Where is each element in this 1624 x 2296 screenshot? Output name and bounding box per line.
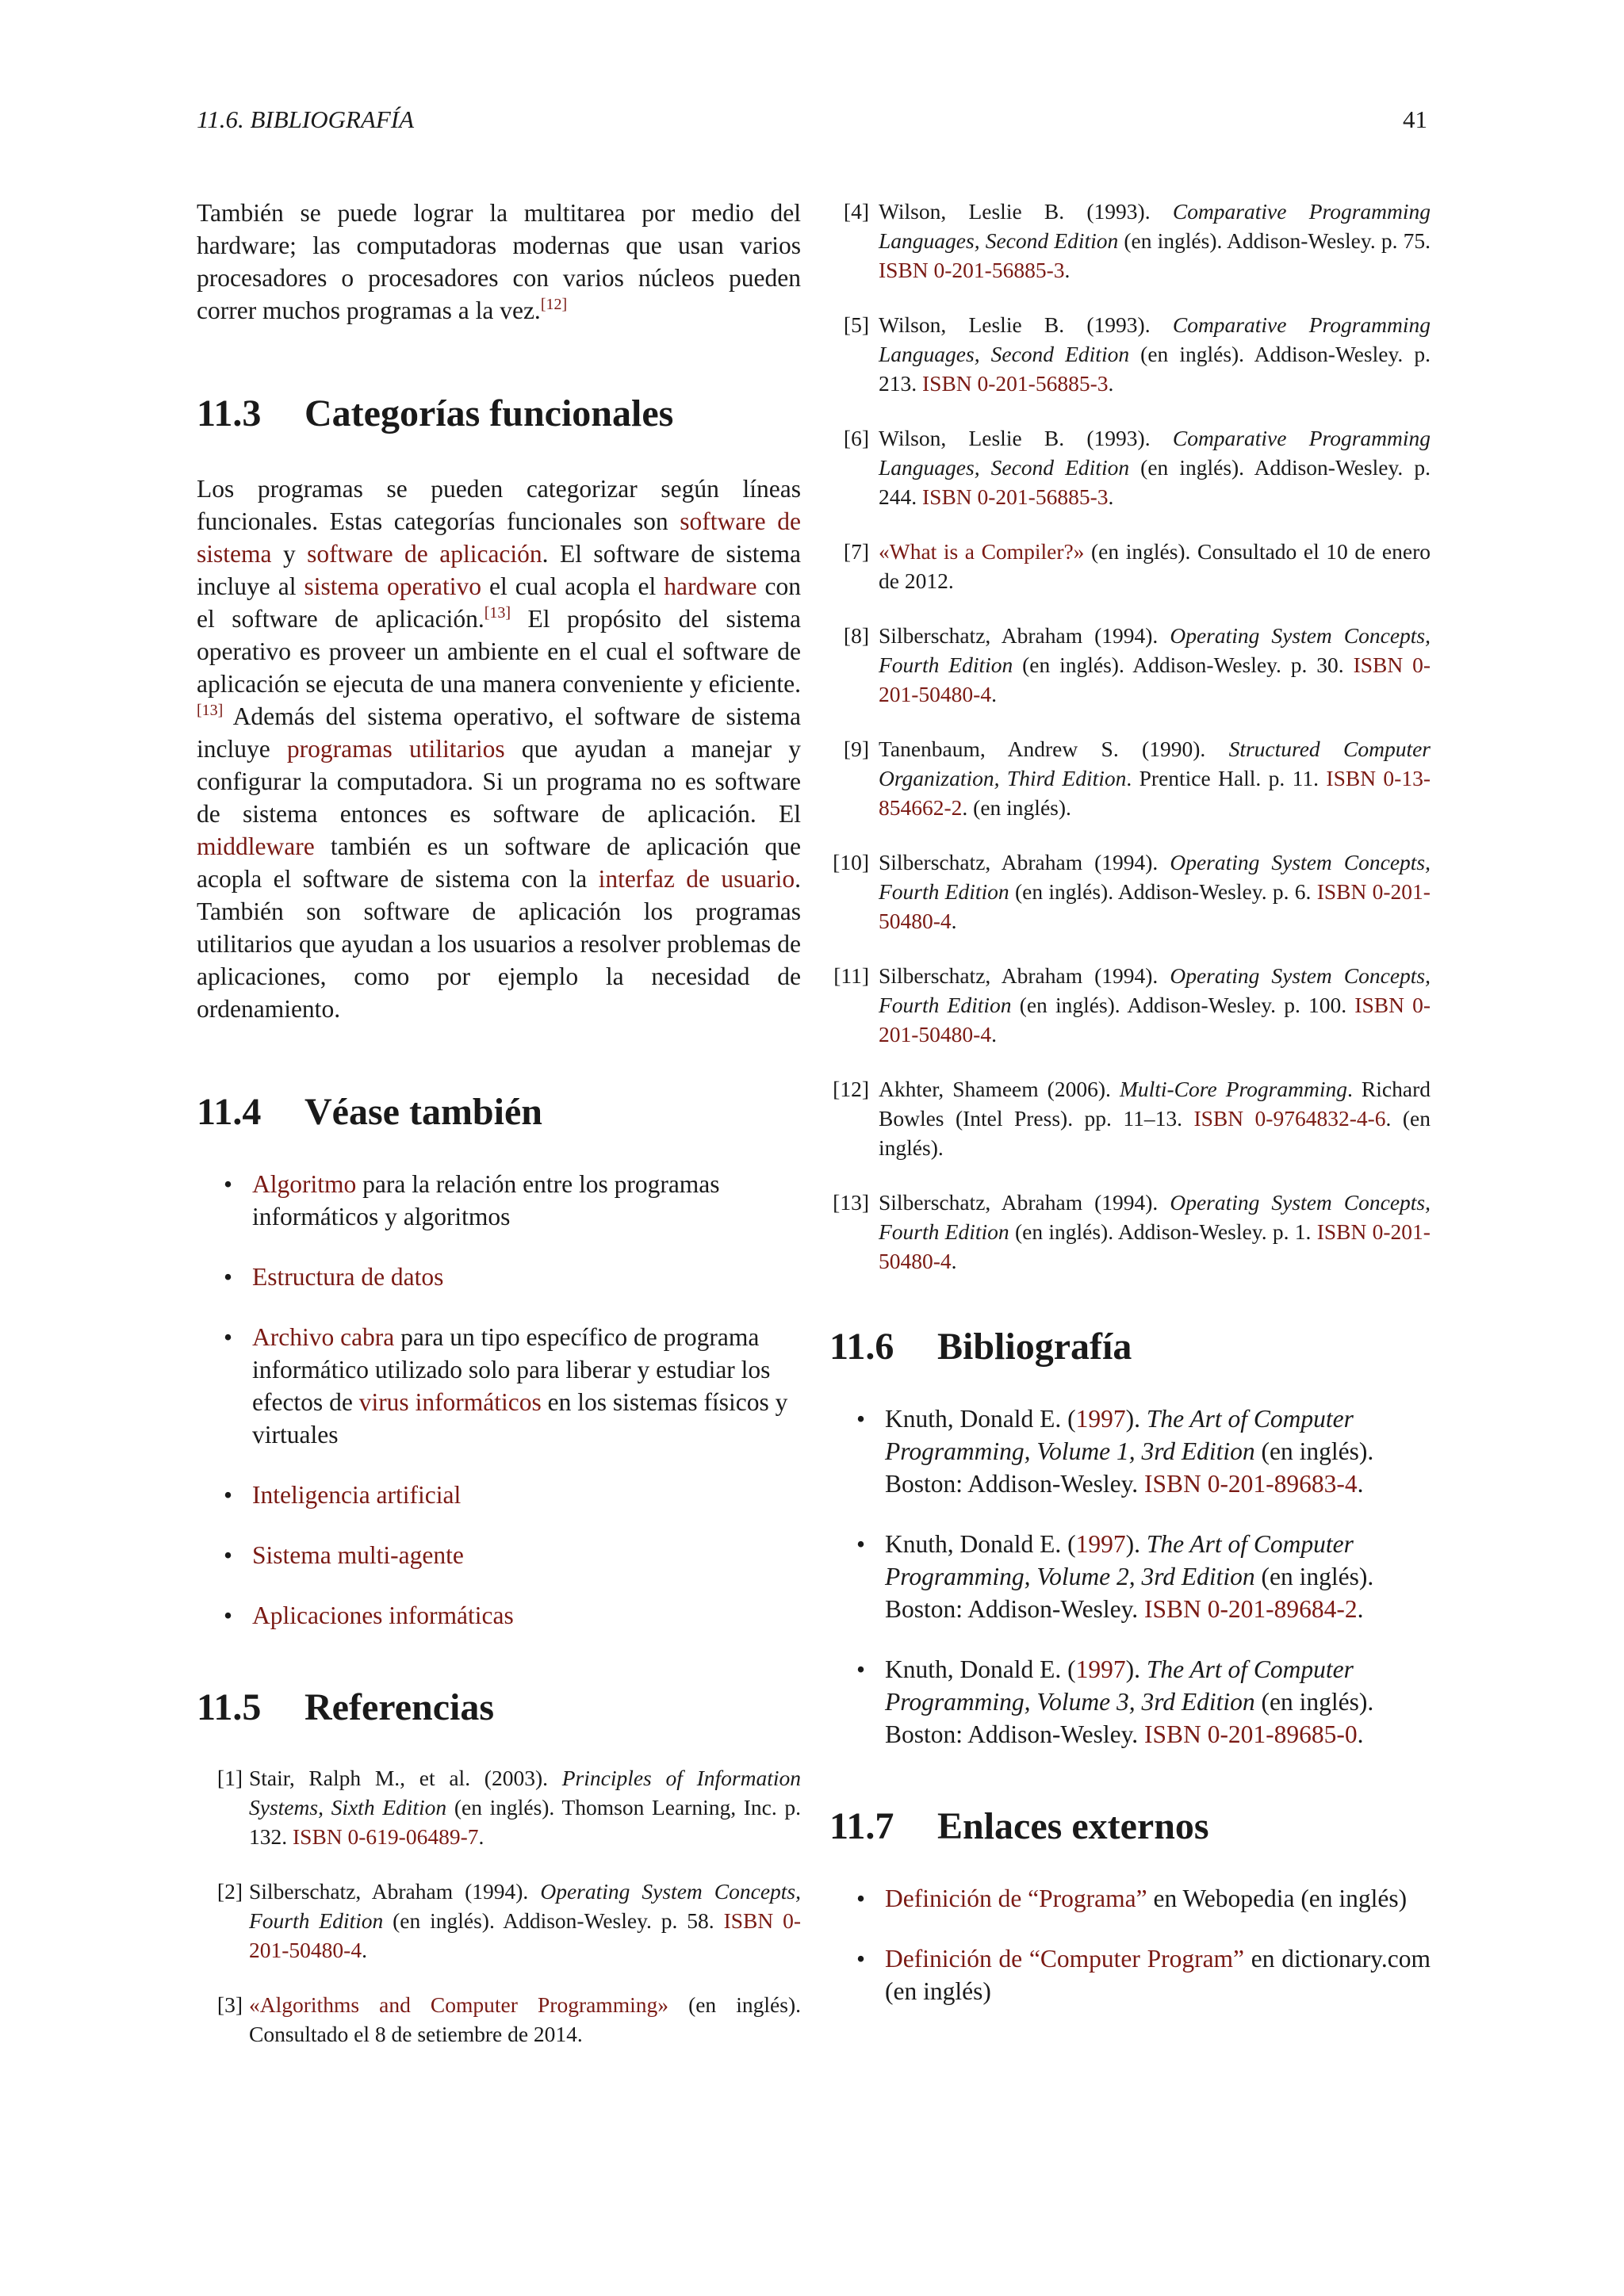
- reference-link[interactable]: «Algorithms and Computer Programming»: [249, 1992, 668, 2017]
- reference-item: [1] Stair, Ralph M., et al. (2003). Principles of Information Systems, Sixth Edition (en inglés). Thomson Learning, Inc. p. 132. ISBN 0-619-06489-7.: [216, 1766, 801, 1849]
- isbn-link[interactable]: ISBN 0-13-854662-2: [879, 766, 1431, 820]
- isbn-link[interactable]: ISBN 0-619-06489-7: [293, 1824, 479, 1849]
- reference-item: [2] Silberschatz, Abraham (1994). Operating System Concepts, Fourth Edition (en inglés). Addison-Wesley. p. 58. ISBN 0-201-50480-4.: [216, 1879, 802, 1962]
- reference-item: [8] Silberschatz, Abraham (1994). Operating System Concepts, Fourth Edition (en inglés). Addison-Wesley. p. 30. ISBN 0-201-50480-4.: [843, 623, 1431, 706]
- citation-link[interactable]: [13]: [484, 604, 511, 622]
- section-heading-bibliografia: 11.6 Bibliografía: [829, 1326, 1132, 1368]
- categorias-paragraph: Los programas se pueden categorizar según líneas funcionales. Estas categorías funcionales son software de sistema y software de aplicación. El software de sistema incluye al sistema operativo el cual acopla el hardware con el software de aplicación.[13] El propósito del sistema operativo es proveer un ambiente en el cual el software de aplicación se ejecuta de una manera conveniente y eficiente.[13] Además del sistema operativo, el software de sistema incluye programas utilitarios que ayudan a manejar y configurar la computadora. Si un programa no es software de sistema entonces es software de aplicación. El middleware también es un software de aplicación que acopla el software de sistema con la interfaz de usuario. También son software de aplicación los programas utilitarios que ayudan a los usuarios a resolver problemas de aplicaciones, como por ejemplo la necesidad de ordenamiento.: [197, 475, 802, 1023]
- isbn-link[interactable]: ISBN 0-201-89683-4: [1144, 1470, 1358, 1498]
- link-estructura-de-datos[interactable]: Estructura de datos: [252, 1263, 444, 1291]
- isbn-link[interactable]: ISBN 0-201-50480-4: [879, 652, 1431, 706]
- section-heading-enlaces: 11.7 Enlaces externos: [829, 1805, 1209, 1847]
- reference-item: [6] Wilson, Leslie B. (1993). Comparative Programming Languages, Second Edition (en inglés). Addison-Wesley. p. 244. ISBN 0-201-56885-3.: [843, 426, 1431, 509]
- citation-link[interactable]: [12]: [540, 296, 568, 313]
- list-item: • Definición de “Programa” en Webopedia (en inglés): [829, 1882, 1431, 1915]
- section-heading-referencias: 11.5 Referencias: [197, 1686, 495, 1728]
- reference-item: [4] Wilson, Leslie B. (1993). Comparative Programming Languages, Second Edition (en inglés). Addison-Wesley. p. 75. ISBN 0-201-56885-3.: [843, 199, 1431, 282]
- section-heading-vease: 11.4 Véase también: [197, 1091, 542, 1133]
- link-aplicaciones-informaticas[interactable]: Aplicaciones informáticas: [252, 1601, 514, 1629]
- list-item: • Knuth, Donald E. (1997). The Art of Computer Programming, Volume 3, 3rd Edition (en inglés). Boston: Addison-Wesley. ISBN 0-201-89685-0.: [829, 1653, 1431, 1751]
- link-virus-informaticos[interactable]: virus informáticos: [358, 1388, 542, 1416]
- list-item: • Definición de “Computer Program” en dictionary.com (en inglés): [829, 1942, 1431, 2007]
- isbn-link[interactable]: ISBN 0-201-89684-2: [1144, 1595, 1358, 1623]
- left-column: [197, 197, 801, 2074]
- list-item: [197, 1479, 801, 1511]
- external-links-list: [829, 1882, 1431, 2007]
- list-item: [197, 1599, 801, 1632]
- reference-item: [7] «What is a Compiler?» (en inglés). Consultado el 10 de enero de 2012.: [843, 539, 1431, 593]
- list-item: [197, 1539, 801, 1571]
- reference-item: [5] Wilson, Leslie B. (1993). Comparative Programming Languages, Second Edition (en inglés). Addison-Wesley. p. 213. ISBN 0-201-56885-3.: [843, 312, 1431, 396]
- see-also-list: [197, 1168, 801, 1632]
- link-interfaz-de-usuario[interactable]: interfaz de usuario: [598, 865, 795, 893]
- year-link[interactable]: 1997: [1075, 1405, 1126, 1433]
- link-definicion-computer-program[interactable]: Definición de “Computer Program”: [885, 1945, 1245, 1973]
- header-section-title: 11.6. BIBLIOGRAFÍA: [197, 105, 415, 133]
- reference-item: [11] Silberschatz, Abraham (1994). Operating System Concepts, Fourth Edition (en inglés). Addison-Wesley. p. 100. ISBN 0-201-50480-4.: [833, 963, 1431, 1047]
- isbn-link[interactable]: ISBN 0-201-56885-3: [922, 484, 1109, 509]
- reference-item: [12] Akhter, Shameem (2006). Multi-Core Programming. Richard Bowles (Intel Press). pp. 11–13. ISBN 0-9764832-4-6. (en inglés).: [833, 1077, 1431, 1160]
- isbn-link[interactable]: ISBN 0-201-50480-4: [879, 993, 1431, 1047]
- link-software-de-aplicacion[interactable]: software de aplicación: [307, 540, 542, 568]
- link-middleware[interactable]: middleware: [197, 832, 315, 860]
- page-number: 41: [1403, 105, 1427, 133]
- link-sistema-multi-agente[interactable]: Sistema multi-agente: [252, 1541, 464, 1569]
- list-item: • Algoritmo para la relación entre los programas informáticos y algoritmos: [197, 1168, 801, 1233]
- link-algoritmo[interactable]: Algoritmo: [252, 1170, 357, 1198]
- references-list-right: [829, 197, 1431, 1276]
- isbn-link[interactable]: ISBN 0-201-50480-4: [249, 1908, 802, 1962]
- link-hardware[interactable]: hardware: [664, 572, 757, 600]
- year-link[interactable]: 1997: [1075, 1530, 1126, 1558]
- list-item: • Archivo cabra para un tipo específico de programa informático utilizado solo para liberar y estudiar los efectos de virus informáticos en los sistemas físicos y virtuales: [197, 1321, 801, 1451]
- link-inteligencia-artificial[interactable]: Inteligencia artificial: [252, 1481, 462, 1509]
- link-definicion-programa[interactable]: Definición de “Programa”: [885, 1885, 1147, 1912]
- isbn-link[interactable]: ISBN 0-201-56885-3: [879, 258, 1065, 282]
- reference-item: [10] Silberschatz, Abraham (1994). Operating System Concepts, Fourth Edition (en inglés). Addison-Wesley. p. 6. ISBN 0-201-50480-4.: [833, 850, 1431, 933]
- bibliography-list: [829, 1402, 1431, 1751]
- list-item: • Knuth, Donald E. (1997). The Art of Computer Programming, Volume 1, 3rd Edition (en inglés). Boston: Addison-Wesley. ISBN 0-201-89683-4.: [829, 1402, 1431, 1500]
- isbn-link[interactable]: ISBN 0-201-89685-0: [1144, 1720, 1358, 1748]
- link-programas-utilitarios[interactable]: programas utilitarios: [286, 735, 505, 763]
- citation-link[interactable]: [13]: [197, 702, 224, 719]
- list-item: [197, 1261, 801, 1293]
- reference-link[interactable]: «What is a Compiler?»: [879, 539, 1085, 564]
- isbn-link[interactable]: ISBN 0-9764832-4-6: [1193, 1106, 1386, 1131]
- reference-item: [13] Silberschatz, Abraham (1994). Operating System Concepts, Fourth Edition (en inglés). Addison-Wesley. p. 1. ISBN 0-201-50480-4.: [833, 1190, 1431, 1273]
- reference-item: [9] Tanenbaum, Andrew S. (1990). Structured Computer Organization, Third Edition. Prentice Hall. p. 11. ISBN 0-13-854662-2. (en inglés).: [843, 737, 1431, 820]
- isbn-link[interactable]: ISBN 0-201-56885-3: [922, 371, 1109, 396]
- list-item: • Knuth, Donald E. (1997). The Art of Computer Programming, Volume 2, 3rd Edition (en inglés). Boston: Addison-Wesley. ISBN 0-201-89684-2.: [829, 1528, 1431, 1625]
- right-column: [829, 197, 1431, 2035]
- year-link[interactable]: 1997: [1075, 1655, 1126, 1683]
- references-list-left: [197, 1763, 801, 2049]
- link-software-de-sistema[interactable]: software de sistema: [197, 507, 801, 568]
- isbn-link[interactable]: ISBN 0-201-50480-4: [879, 879, 1431, 933]
- isbn-link[interactable]: ISBN 0-201-50480-4: [879, 1219, 1431, 1273]
- link-archivo-cabra[interactable]: Archivo cabra: [252, 1323, 395, 1351]
- section-heading-categorias: 11.3 Categorías funcionales: [197, 392, 674, 434]
- intro-paragraph: También se puede lograr la multitarea por medio del hardware; las computadoras modernas que usan varios procesadores o procesadores con varios núcleos pueden correr muchos programas a la vez.[12]: [197, 199, 801, 324]
- link-sistema-operativo[interactable]: sistema operativo: [304, 572, 481, 600]
- reference-item: [3] «Algorithms and Computer Programming» (en inglés). Consultado el 8 de setiembre de 2014.: [216, 1992, 801, 2046]
- running-header: [197, 100, 1427, 140]
